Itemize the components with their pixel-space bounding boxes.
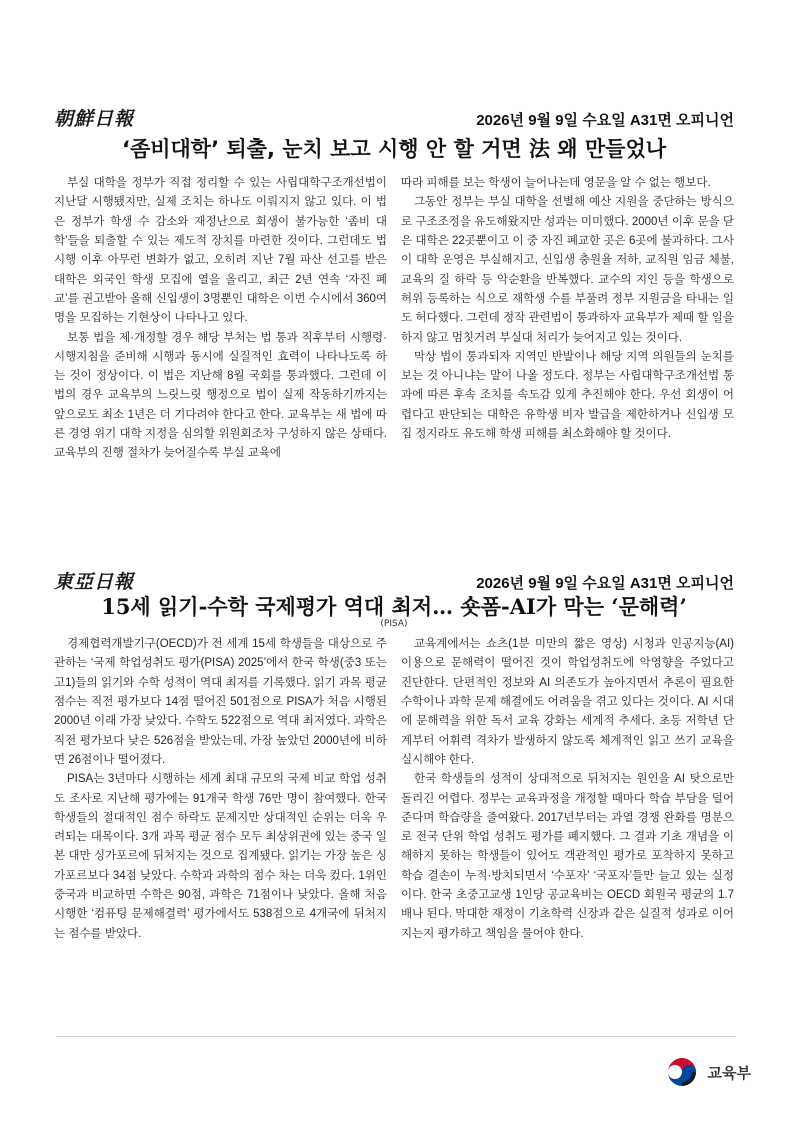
paragraph: 그동안 정부는 부실 대학을 선별해 예산 지원을 중단하는 방식으로 구조조정을 유도해왔지만 성과는 미미했다. 2000년 이후 문을 닫은 대학은 22곳뿐이고 이 중 자진 폐교한 곳은 6곳에 불과하다. 그사이 대학 운영은 부실해지고, 신입생 충원율 저하, 교직원 임금 체불, 교육의 질 하락 등 악순환을 반복했다. 교수의 지인 등을 학생으로 허위 등록하는 식으로 재학생 수를 부풀려 정부 지원금을 타내는 일도 허다했다. 그런데 정작 관련법이 통과하자 교육부가 제때 할 일을 하지 않고 멈칫거려 부실대 처리가 늦어지고 있는 것이다. xyxy=(401,196,734,344)
paragraph: 따라 피해를 보는 학생이 늘어나는데 영문을 알 수 없는 행보다. xyxy=(401,177,711,190)
right-column xyxy=(401,635,734,944)
dateline: 2026년 9월 9일 수요일 A31면 오피니언 xyxy=(476,112,734,129)
paragraph: 부실 대학을 정부가 직접 정리할 수 있는 사립대학구조개선법이 지난달 시행됐지만, 실제 조치는 하나도 이뤄지지 않고 있다. 이 법은 정부가 학생 수 감소와 재정난으로 회생이 불가능한 ‘좀비 대학’들을 퇴출할 수 있는 제도적 장치를 마련한 것이다. 그런데도 법 시행 이후 아무런 변화가 없고, 오히려 지난 7월 파산 선고를 받은 대학은 외국인 학생 모집에 열을 올리고, 최근 2년 연속 ‘자진 폐교’를 권고받아 올해 신입생이 3명뿐인 대학은 이번 수시에서 360여 명을 모집하는 기현상이 나타나고 있다. xyxy=(54,177,387,325)
left-column xyxy=(54,174,387,463)
taegeuk-emblem-icon xyxy=(662,1052,702,1092)
headline: 15세 읽기-수학 국제평가 역대 최저… 숏폼-AI가 막는 ‘문해력’ xyxy=(101,594,687,619)
ministry-logo xyxy=(662,1052,751,1092)
article-header xyxy=(54,567,734,591)
paragraph: PISA는 3년마다 시행하는 세계 최대 규모의 국제 비교 학업 성취도 조사로 지난해 평가에는 91개국 학생 76만 명이 참여했다. 한국 학생들의 절대적인 점수 하락도 문제지만 상대적인 순위는 더욱 우려되는 대목이다. 3개 과목 평균 점수 모두 최상위권에 있는 중국 일본 대만 싱가포르에 뒤처지는 것으로 집계됐다. 읽기는 가장 높은 싱가포르보다 34점 낮았다. 수학과 과학의 점수 차는 더욱 컸다. 1위인 중국과 비교하면 수학은 90점, 과학은 71점이나 낮았다. 올해 처음 시행한 ‘컴퓨팅 문제해결력’ 평가에서도 538점으로 4개국에 뒤처지는 점수를 받았다. xyxy=(54,773,387,940)
article-donga xyxy=(54,567,734,944)
left-column xyxy=(54,635,387,944)
paragraph: 막상 법이 통과되자 지역민 반발이나 해당 지역 의원들의 눈치를 보는 것 아니냐는 말이 나올 정도다. 정부는 사립대학구조개선법 통과에 따른 후속 조치를 속도감 있게 추진해야 한다. 우선 회생이 어렵다고 판단되는 대학은 유학생 비자 발급을 제한하거나 신입생 모집 정지라도 유도해 학생 피해를 최소화해야 할 것이다. xyxy=(401,350,734,441)
headline-annotation: (PISA) xyxy=(380,619,408,630)
paragraph: 한국 학생들의 성적이 상대적으로 뒤처지는 원인을 AI 탓으로만 돌리긴 어렵다. 정부는 교육과정을 개정할 때마다 학습 부담을 덜어준다며 학습량을 줄여왔다. 2017년부터는 과열 경쟁 완화를 명분으로 전국 단위 학업 성취도 평가를 폐지했다. 그 결과 기초 개념을 이해하지 못하는 학생들이 있어도 객관적인 평가로 포착하지 못하고 학습 결손이 누적·방치되면서 ‘수포자’ ‘국포자’들만 늘고 있는 실정이다. 한국 초중고교생 1인당 공교육비는 OECD 회원국 평균의 1.7배나 된다. 막대한 재정이 기초학력 신장과 같은 실질적 성과로 이어지는지 평가하고 책임을 물어야 한다. xyxy=(401,773,734,940)
article-header xyxy=(54,104,734,128)
article-body xyxy=(54,174,734,463)
footer-divider xyxy=(56,1036,736,1037)
article-chosun xyxy=(54,104,734,464)
newspaper-logo: 朝鮮日報 xyxy=(54,108,135,130)
article-body xyxy=(54,635,734,944)
dateline: 2026년 9월 9일 수요일 A31면 오피니언 xyxy=(476,575,734,592)
paragraph: 경제협력개발기구(OECD)가 전 세계 15세 학생들을 대상으로 주관하는 ‘국제 학업성취도 평가(PISA) 2025’에서 한국 학생(중3 또는 고1)들의 읽기와 수학 성적이 역대 최저를 기록했다. 읽기 과목 평균 점수는 직전 평가보다 14점 떨어진 501점으로 PISA가 처음 시행된 2000년 이래 가장 낮았다. 수학도 522점으로 역대 최저였다. 과학은 직전 평가보다 낮은 526점을 받았는데, 가장 높았던 2000년에 비하면 26점이나 떨어졌다. xyxy=(54,638,387,766)
headline: ‘좀비대학’ 퇴출, 눈치 보고 시행 안 할 거면 法 왜 만들었나 xyxy=(121,137,667,161)
newspaper-logo: 東亞日報 xyxy=(54,571,135,593)
paragraph: 교육계에서는 쇼츠(1분 미만의 짧은 영상) 시청과 인공지능(AI) 이용으로 문해력이 떨어진 것이 학업성취도에 악영향을 주었다고 진단한다. 단편적인 정보와 AI 의존도가 높아지면서 추론이 필요한 수학이나 과학 문제 해결에도 어려움을 겪고 있다는 것이다. AI 시대에 문해력을 위한 독서 교육 강화는 세계적 추세다. 초등 저학년 단계부터 어휘력 격차가 발생하지 않도록 체계적인 읽고 쓰기 교육을 실시해야 한다. xyxy=(401,638,734,766)
right-column xyxy=(401,174,734,463)
paragraph: 보통 법을 제·개정할 경우 해당 부처는 법 통과 직후부터 시행령·시행지침을 준비해 시행과 동시에 실질적인 효력이 나타나도록 하는 것이 정상이다. 이 법은 지난해 8월 국회를 통과했다. 그런데 이 법의 경우 교육부의 느릿느릿 행정으로 법이 실제 작동하기까지는 앞으로도 최소 1년은 더 기다려야 한다고 한다. 교육부는 새 법에 따른 경영 위기 대학 지정을 심의할 위원회조차 구성하지 않은 상태다. 교육부의 진행 절차가 늦어질수록 부실 교육에 xyxy=(54,331,387,460)
ministry-name: 교육부 xyxy=(707,1063,751,1082)
